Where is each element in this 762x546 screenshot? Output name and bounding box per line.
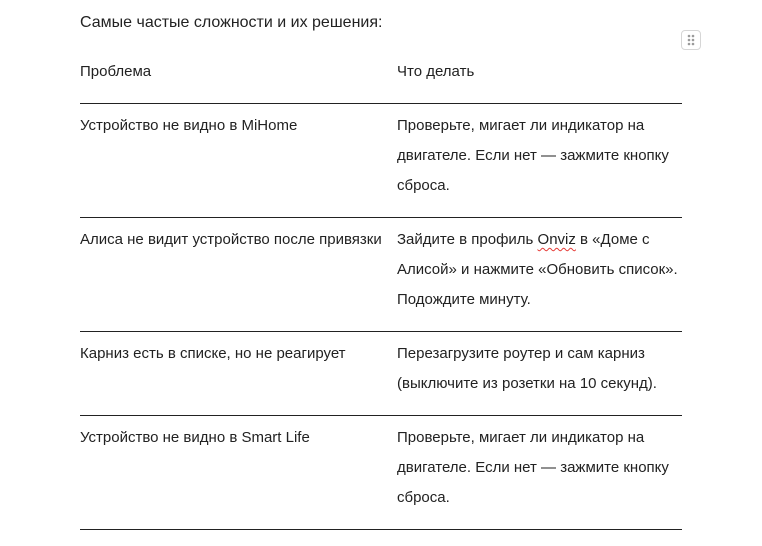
problem-cell[interactable]: Устройство не видно в MiHome — [80, 104, 397, 218]
header-solution: Что делать — [397, 53, 682, 104]
solution-text: Зайдите в профиль — [397, 231, 538, 248]
table-row — [80, 416, 682, 530]
problem-cell[interactable]: Карниз есть в списке, но не реагирует — [80, 332, 397, 416]
solution-cell[interactable]: Проверьте, мигает ли индикатор на двигателе. Если нет — зажмите кнопку сброса. — [397, 416, 682, 530]
table-row — [80, 218, 682, 332]
table-drag-handle[interactable] — [681, 30, 701, 50]
solution-cell[interactable]: Перезагрузите роутер и сам карниз (выключите из розетки на 10 секунд). — [397, 332, 682, 416]
spellcheck-flagged-word[interactable]: Onviz — [537, 231, 576, 248]
drag-handle-icon — [682, 31, 700, 49]
problem-cell[interactable]: Алиса не видит устройство после привязки — [80, 218, 397, 332]
solution-cell[interactable]: Проверьте, мигает ли индикатор на двигателе. Если нет — зажмите кнопку сброса. — [397, 104, 682, 218]
troubleshooting-table — [80, 53, 682, 530]
problem-cell[interactable]: Устройство не видно в Smart Life — [80, 416, 397, 530]
table-row — [80, 104, 682, 218]
solution-cell[interactable] — [397, 218, 682, 332]
table-row — [80, 332, 682, 416]
table-header-row — [80, 53, 682, 104]
section-intro: Самые частые сложности и их решения: — [80, 14, 383, 31]
solution-text: в «Доме с Алисой» и нажмите «Обновить список». Подождите минуту. — [397, 231, 678, 308]
header-problem: Проблема — [80, 53, 397, 104]
